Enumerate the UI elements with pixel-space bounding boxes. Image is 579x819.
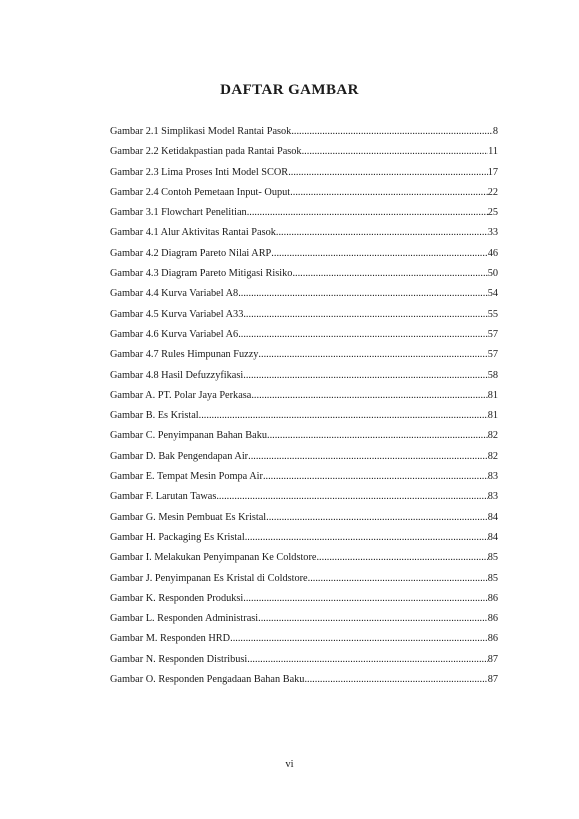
dot-leader [243, 593, 487, 604]
toc-entry[interactable] [110, 390, 498, 410]
toc-entry-page: 81 [487, 389, 498, 401]
dot-leader [199, 410, 488, 421]
toc-entry-label: Gambar A. PT. Polar Jaya Perkasa [110, 389, 252, 401]
toc-entry-label: Gambar B. Es Kristal [110, 410, 199, 422]
dot-leader [258, 613, 488, 624]
toc-entry[interactable] [110, 491, 498, 511]
toc-entry-page: 33 [487, 227, 498, 239]
toc-entry-label: Gambar 4.1 Alur Aktivitas Rantai Pasok [110, 227, 276, 239]
dot-leader [292, 268, 487, 279]
toc-entry[interactable] [110, 248, 498, 268]
toc-entry-page: 85 [487, 572, 498, 584]
toc-entry[interactable] [110, 309, 498, 329]
toc-entry[interactable] [110, 207, 498, 227]
toc-entry-label: Gambar D. Bak Pengendapan Air [110, 450, 249, 462]
toc-entry-page: 50 [487, 268, 498, 280]
toc-entry-page: 25 [487, 207, 498, 219]
toc-entry-page: 84 [487, 531, 498, 543]
toc-entry[interactable] [110, 430, 498, 450]
toc-entry[interactable] [110, 654, 498, 674]
dot-leader [258, 349, 487, 360]
dot-leader [271, 248, 487, 259]
toc-entry[interactable] [110, 552, 498, 572]
toc-entry-page: 87 [487, 653, 498, 665]
toc-entry-label: Gambar G. Mesin Pembuat Es Kristal [110, 511, 267, 523]
toc-entry-page: 86 [487, 613, 498, 625]
toc-entry-page: 81 [487, 410, 498, 422]
dot-leader [290, 187, 488, 198]
toc-entry-label: Gambar 4.2 Diagram Pareto Nilai ARP [110, 247, 272, 259]
toc-entry-label: Gambar 4.4 Kurva Variabel A8 [110, 288, 239, 300]
toc-entry-page: 83 [487, 491, 498, 503]
dot-leader [308, 573, 488, 584]
toc-entry[interactable] [110, 633, 498, 653]
toc-entry-label: Gambar L. Responden Administrasi [110, 613, 259, 625]
dot-leader [267, 430, 488, 441]
dot-leader [245, 532, 488, 543]
toc-entry[interactable] [110, 613, 498, 633]
toc-entry[interactable] [110, 674, 498, 694]
toc-entry-label: Gambar N. Responden Distribusi [110, 653, 248, 665]
toc-entry[interactable] [110, 146, 498, 166]
toc-entry-label: Gambar H. Packaging Es Kristal [110, 531, 245, 543]
toc-entry-page: 11 [488, 146, 498, 158]
toc-entry-label: Gambar 2.2 Ketidakpastian pada Rantai Pasok [110, 146, 302, 158]
toc-entry-label: Gambar 2.4 Contoh Pemetaan Input- Ouput [110, 186, 291, 198]
dot-leader [243, 370, 487, 381]
dot-leader [304, 674, 487, 685]
dot-leader [247, 207, 488, 218]
toc-entry-page: 86 [487, 633, 498, 645]
toc-entry[interactable] [110, 227, 498, 247]
toc-entry[interactable] [110, 451, 498, 471]
toc-entry[interactable] [110, 349, 498, 369]
toc-entry-label: Gambar 4.3 Diagram Pareto Mitigasi Risiko [110, 268, 293, 280]
dot-leader [316, 552, 487, 563]
toc-entry-page: 54 [487, 288, 498, 300]
toc-entry-label: Gambar C. Penyimpanan Bahan Baku [110, 430, 267, 442]
toc-entry-page: 82 [487, 430, 498, 442]
dot-leader [251, 390, 487, 401]
dot-leader [243, 309, 487, 320]
dot-leader [216, 491, 487, 502]
toc-entry[interactable] [110, 370, 498, 390]
toc-entry-label: Gambar E. Tempat Mesin Pompa Air [110, 471, 263, 483]
toc-entry-page: 87 [487, 674, 498, 686]
toc-entry[interactable] [110, 288, 498, 308]
toc-entry-label: Gambar 2.3 Lima Proses Inti Model SCOR [110, 166, 289, 178]
toc-entry-page: 17 [487, 166, 498, 178]
page-title: DAFTAR GAMBAR [220, 82, 359, 98]
toc-entry[interactable] [110, 268, 498, 288]
dot-leader [238, 329, 488, 340]
toc-entry[interactable] [110, 167, 498, 187]
toc-entry-label: Gambar 3.1 Flowchart Penelitian [110, 207, 247, 219]
dot-leader [238, 288, 488, 299]
toc-entry-page: 8 [492, 126, 498, 137]
toc-entry-page: 82 [487, 450, 498, 462]
toc-entry-page: 85 [487, 552, 498, 564]
toc-entry-page: 58 [487, 369, 498, 381]
toc-entry-label: Gambar I. Melakukan Penyimpanan Ke Coldstore [110, 552, 317, 564]
toc-entry[interactable] [110, 573, 498, 593]
dot-leader [302, 146, 488, 157]
toc-entry[interactable] [110, 471, 498, 491]
dot-leader [263, 471, 488, 482]
dot-leader [288, 167, 488, 178]
toc-entry-label: Gambar 2.1 Simplikasi Model Rantai Pasok [110, 126, 292, 137]
dot-leader [291, 126, 493, 137]
dot-leader [230, 633, 488, 644]
dot-leader [248, 451, 488, 462]
toc-entry-page: 57 [487, 349, 498, 361]
toc-entry-label: Gambar 4.7 Rules Himpunan Fuzzy [110, 349, 259, 361]
dot-leader [266, 512, 488, 523]
list-of-figures [110, 126, 498, 694]
toc-entry-page: 83 [487, 471, 498, 483]
toc-entry-page: 55 [487, 308, 498, 320]
toc-entry[interactable] [110, 410, 498, 430]
toc-entry[interactable] [110, 593, 498, 613]
toc-entry[interactable] [110, 126, 498, 146]
toc-entry-label: Gambar 4.8 Hasil Defuzzyfikasi [110, 369, 244, 381]
toc-entry[interactable] [110, 329, 498, 349]
toc-entry[interactable] [110, 512, 498, 532]
dot-leader [276, 227, 488, 238]
toc-entry[interactable] [110, 187, 498, 207]
toc-entry[interactable] [110, 532, 498, 552]
toc-entry-page: 84 [487, 511, 498, 523]
toc-entry-label: Gambar F. Larutan Tawas [110, 491, 217, 503]
toc-entry-page: 22 [487, 186, 498, 198]
toc-entry-label: Gambar O. Responden Pengadaan Bahan Baku [110, 674, 305, 686]
toc-entry-label: Gambar 4.6 Kurva Variabel A6 [110, 328, 239, 340]
page-number: vi [285, 759, 294, 770]
toc-entry-page: 57 [487, 328, 498, 340]
toc-entry-page: 86 [487, 592, 498, 604]
toc-entry-label: Gambar M. Responden HRD [110, 633, 231, 645]
toc-entry-label: Gambar 4.5 Kurva Variabel A33 [110, 308, 244, 320]
toc-entry-label: Gambar K. Responden Produksi [110, 592, 244, 604]
toc-entry-label: Gambar J. Penyimpanan Es Kristal di Coldstore [110, 572, 308, 584]
dot-leader [247, 654, 487, 665]
toc-entry-page: 46 [487, 247, 498, 259]
